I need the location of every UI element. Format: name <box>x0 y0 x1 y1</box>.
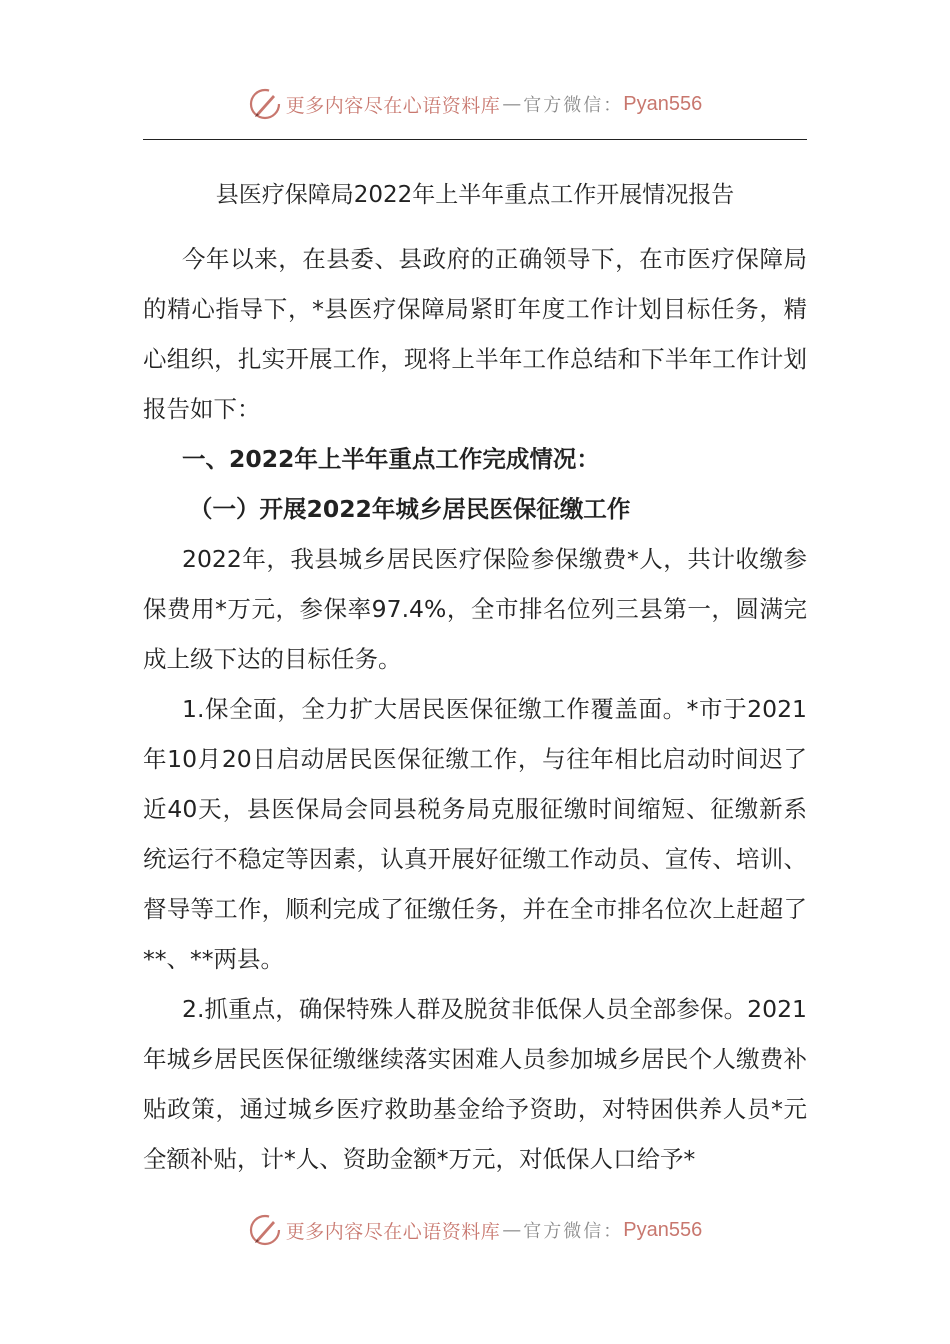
pen-logo-icon <box>248 87 282 121</box>
subsection-heading: （一）开展2022年城乡居民医保征缴工作 <box>189 495 631 523</box>
banner-wechat-id: Pyan556 <box>623 1218 703 1241</box>
banner-wechat-label: 官方微信： <box>523 1221 624 1242</box>
paragraph-summary: 2022年，我县城乡居民医疗保险参保缴费*人，共计收缴参保费用*万元，参保率97.4%，全市排名位列三县第一，圆满完成上级下达的目标任务。 <box>143 545 807 673</box>
pen-logo-icon <box>248 1213 282 1247</box>
banner-wechat-id: Pyan556 <box>623 92 703 115</box>
banner-text: 更多内容尽在心语资料库 <box>285 94 501 117</box>
paragraph-item-1: 1.保全面，全力扩大居民医保征缴工作覆盖面。*市于2021年10月20日启动居民医保征缴工作，与往年相比启动时间迟了近40天，县医保局会同县税务局克服征缴时间缩短、征缴新系统运行不稳定等因素，认真开展好征缴工作动员、宣传、培训、督导等工作，顺利完成了征缴任务，并在全市排名位次上赶超了**、**两县。 <box>143 695 807 973</box>
paragraph-intro: 今年以来，在县委、县政府的正确领导下，在市医疗保障局的精心指导下，*县医疗保障局紧盯年度工作计划目标任务，精心组织，扎实开展工作，现将上半年工作总结和下半年工作计划报告如下： <box>143 245 807 423</box>
banner-dash: — <box>502 93 522 115</box>
header-banner <box>0 84 950 124</box>
paragraph-item-2: 2.抓重点，确保特殊人群及脱贫非低保人员全部参保。2021年城乡居民医保征缴继续落实困难人员参加城乡居民个人缴费补贴政策，通过城乡医疗救助基金给予资助，对特困供养人员*元全额补贴，计*人、资助金额*万元，对低保人口给予* <box>143 995 807 1173</box>
banner-wechat-label: 官方微信： <box>523 95 624 116</box>
banner-dash: — <box>502 1219 522 1241</box>
banner-text: 更多内容尽在心语资料库 <box>285 1220 501 1243</box>
section-heading: 一、2022年上半年重点工作完成情况： <box>182 445 600 473</box>
header-divider <box>143 139 807 140</box>
footer-banner <box>0 1210 950 1250</box>
document-title: 县医疗保障局2022年上半年重点工作开展情况报告 <box>215 182 735 208</box>
document-body <box>143 234 807 1184</box>
